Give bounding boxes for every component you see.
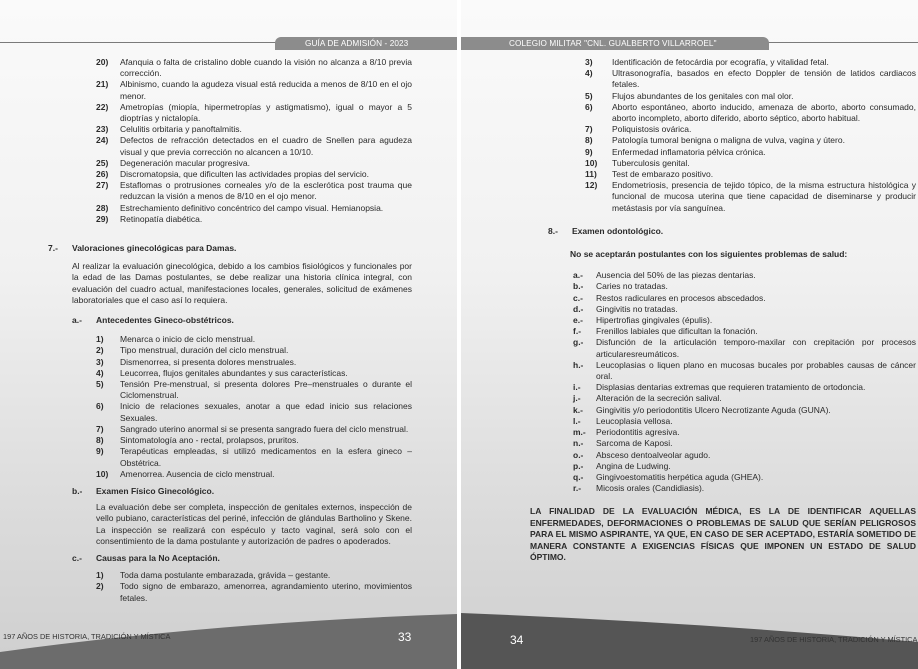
subsection-letter: b.- [72, 485, 83, 496]
item-text: Patología tumoral benigna o maligna de vulva, vagina y útero. [612, 135, 845, 146]
item-text: Inicio de relaciones sexuales, anotar a que edad inicio sus relaciones Sexuales. [120, 401, 412, 423]
list-item [573, 270, 916, 281]
item-number: 8) [96, 435, 104, 446]
dental-conditions-list [573, 270, 916, 494]
item-number: 4) [585, 68, 593, 79]
item-text: Displasias dentarias extremas que requieren tratamiento de ortodoncia. [596, 382, 866, 393]
item-text: Dismenorrea, si presenta dolores menstruales. [120, 356, 297, 367]
item-number: f.- [573, 326, 582, 337]
item-number: 28) [96, 202, 109, 213]
item-number: 10) [96, 468, 109, 479]
item-text: Angina de Ludwing. [596, 460, 671, 471]
item-number: 5) [96, 379, 104, 390]
list-item [573, 461, 916, 472]
subsection-a-heading [72, 315, 412, 326]
item-text: Sintomatología ano - rectal, prolapsos, pruritos. [120, 435, 299, 446]
item-text: Disfunción de la articulación temporo-maxilar con crepitación por procesos articularesreumáticos. [596, 337, 916, 359]
item-number: e.- [573, 315, 583, 326]
list-item [573, 416, 916, 427]
non-acceptance-list-continued [585, 57, 916, 214]
item-text: Poliquistosis ovárica. [612, 124, 692, 135]
item-number: 1) [96, 334, 104, 345]
section-8 [548, 226, 916, 237]
list-item [96, 401, 412, 423]
item-number: 3) [585, 57, 593, 67]
section-number: 8.- [548, 225, 558, 236]
item-number: l.- [573, 415, 581, 426]
item-number: k.- [573, 404, 583, 415]
item-text: Periodontitis agresiva. [596, 427, 680, 438]
list-item [96, 135, 412, 157]
page-number: 34 [510, 633, 524, 647]
item-text: Terapéuticas empleadas, si utilizó medicamentos en la esfera gineco – Obstétrica. [120, 446, 412, 468]
section-7 [48, 243, 412, 254]
item-text: Defectos de refracción detectados en el cuadro de Snellen para agudeza visual y que previa corrección no alcancen a 10/10. [120, 135, 412, 157]
section-number: 7.- [48, 243, 58, 254]
item-text: Restos radiculares en procesos abscedados. [596, 292, 766, 303]
item-number: 7) [96, 423, 104, 434]
list-item [96, 469, 412, 480]
item-text: Todo signo de embarazo, amenorrea, agrandamiento uterino, movimientos fetales. [120, 581, 412, 603]
list-item [96, 446, 412, 468]
item-text: Ausencia del 50% de las piezas dentarias. [596, 270, 756, 281]
item-number: 22) [96, 101, 109, 112]
list-item [585, 102, 916, 124]
item-number: h.- [573, 359, 584, 370]
item-number: p.- [573, 460, 584, 471]
subsection-title: Causas para la No Aceptación. [96, 552, 220, 563]
item-number: 24) [96, 135, 109, 146]
section-7-intro: Al realizar la evaluación ginecológica, debido a los cambios fisiológicos y funcionales por la edad de las Damas postulantes, se debe realizar una historia clínica integral, con evaluación del cuadro actual, manifestaciones locales, generales, solicitud de exámenes laboratoriales que el caso así lo requiera. [72, 261, 412, 305]
list-item [573, 483, 916, 494]
list-item [96, 180, 412, 202]
item-text: Albinismo, cuando la agudeza visual está reducida a menos de 8/10 en el ojo menor. [120, 79, 412, 101]
item-text: Amenorrea. Ausencia de ciclo menstrual. [120, 468, 275, 479]
list-item [96, 102, 412, 124]
item-text: Ultrasonografía, basados en efecto Doppler de tensión de latidos cardiacos fetales. [612, 68, 916, 90]
item-text: Caries no tratadas. [596, 281, 668, 292]
header-rule [761, 42, 918, 43]
running-header: GUÍA DE ADMISIÓN - 2023 [275, 37, 457, 50]
list-item [573, 360, 916, 382]
item-number: m.- [573, 427, 586, 438]
item-text: Degeneración macular progresiva. [120, 157, 250, 168]
subsection-title: Antecedentes Gineco-obstétricos. [96, 315, 234, 326]
list-item [96, 57, 412, 79]
item-text: Retinopatía diabética. [120, 213, 203, 224]
list-item [585, 68, 916, 90]
item-text: Afanquia o falta de cristalino doble cuando la visión no alcanza a 8/10 previa corrección. [120, 57, 412, 79]
list-item [585, 169, 916, 180]
item-text: Aborto espontáneo, aborto inducido, amenaza de aborto, aborto consumado, aborto incompleto, aborto diferido, aborto séptico, aborto habitual. [612, 101, 916, 124]
item-number: 12) [585, 180, 598, 191]
vision-list [96, 57, 412, 225]
page-33-content [48, 57, 412, 604]
list-item [96, 79, 412, 101]
list-item [585, 91, 916, 102]
item-text: Celulitis orbitaria y panoftalmitis. [120, 124, 242, 135]
page-33 [0, 0, 457, 669]
page-34-content [530, 57, 916, 563]
item-number: 23) [96, 124, 109, 135]
page-34 [461, 0, 918, 669]
list-item [573, 315, 916, 326]
item-text: Ametropías (miopía, hipermetropías y astigmatismo), igual o mayor a 5 dioptrías y nictalopía. [120, 101, 412, 124]
list-item [573, 450, 916, 461]
item-text: Leucoplasia vellosa. [596, 415, 673, 426]
list-item [96, 570, 412, 581]
item-number: 7) [585, 124, 593, 135]
item-number: 6) [96, 401, 104, 412]
item-text: Gingivoestomatitis herpética aguda (GHEA). [596, 471, 764, 482]
list-item [573, 405, 916, 416]
item-text: Absceso dentoalveolar agudo. [596, 449, 711, 460]
item-number: 10) [585, 157, 598, 168]
subsection-letter: a.- [72, 315, 82, 326]
item-number: n.- [573, 438, 584, 449]
list-item [96, 124, 412, 135]
item-text: Hipertrofias gingivales (épulis). [596, 315, 713, 326]
item-number: 27) [96, 180, 109, 191]
item-number: 9) [585, 146, 593, 157]
item-number: a.- [573, 270, 583, 281]
item-text: Frenillos labiales que dificultan la fonación. [596, 326, 758, 337]
list-item [585, 135, 916, 146]
item-number: 20) [96, 57, 109, 67]
list-item [585, 57, 916, 68]
item-number: 25) [96, 157, 109, 168]
list-item [573, 337, 916, 359]
item-number: j.- [573, 393, 581, 404]
list-item [585, 147, 916, 158]
list-item [573, 393, 916, 404]
list-item [96, 334, 412, 345]
list-item [573, 472, 916, 483]
item-number: 1) [96, 570, 104, 581]
item-text: Tensión Pre-menstrual, si presenta dolores Pre–menstruales o durante el Ciclomenstrual. [120, 379, 412, 401]
conclusion-paragraph: LA FINALIDAD DE LA EVALUACIÓN MÉDICA, ES LA DE IDENTIFICAR AQUELLAS ENFERMEDADES, DEFORMACIONES O PROBLEMAS DE SALUD QUE SERÍAN PELIGROSOS PARA EL MISMO ASPIRANTE, YA QUE, EN CASO DE SER ACEPTADO, ESTARÍA SOMETIDO DE MANERA CONSTANTE A EXIGENCIAS FÍSICAS QUE IMPONEN UN ESTADO DE SALUD ÓPTIMO. [530, 506, 916, 562]
item-text: Sarcoma de Kaposi. [596, 438, 673, 449]
item-number: g.- [573, 337, 584, 348]
subsection-letter: c.- [72, 552, 82, 563]
list-item [573, 382, 916, 393]
item-text: Micosis orales (Candidiasis). [596, 483, 705, 494]
item-number: 9) [96, 446, 104, 457]
item-text: Leucorrea, flujos genitales abundantes y sus características. [120, 367, 348, 378]
list-item [573, 293, 916, 304]
section-8-lead: No se aceptarán postulantes con los siguientes problemas de salud: [570, 249, 848, 260]
item-text: Estaflomas o protrusiones corneales y/o de la esclerótica post trauma que reduzcan la visión a menos de 8/10 en el ojo menor. [120, 180, 412, 202]
section-title: Examen odontológico. [572, 225, 664, 236]
list-item [96, 424, 412, 435]
list-item [96, 169, 412, 180]
item-text: Sangrado uterino anormal si se presenta sangrado fuera del ciclo menstrual. [120, 423, 409, 434]
list-item [96, 214, 412, 225]
list-item [573, 438, 916, 449]
footer-motto: 197 AÑOS DE HISTORIA, TRADICIÓN Y MÍSTICA [750, 635, 918, 644]
item-text: Leucoplasias o liquen plano en mucosas bucales por probables causas de cáncer oral. [596, 359, 916, 382]
item-number: 21) [96, 79, 109, 90]
subsection-title: Examen Físico Ginecológico. [96, 485, 215, 496]
list-item [585, 180, 916, 214]
item-text: Alteración de la secreción salival. [596, 393, 722, 404]
page-number: 33 [398, 630, 412, 644]
gyneco-antecedents-list [96, 334, 412, 480]
item-text: Estrechamiento definitivo concéntrico del campo visual. Hemianopsia. [120, 202, 384, 213]
section-title: Valoraciones ginecológicas para Damas. [72, 243, 237, 254]
item-text: Tipo menstrual, duración del ciclo menstrual. [120, 345, 289, 356]
non-acceptance-list [96, 570, 412, 604]
item-text: Gingivitis no tratadas. [596, 303, 678, 314]
list-item [96, 345, 412, 356]
item-number: 3) [96, 356, 104, 367]
item-text: Endometriosis, presencia de tejido tópico, de la misma estructura histológica y funcional de mucosa uterina que tiene capacidad de diseminarse y producir metástasis por vía sanguínea. [612, 180, 916, 213]
list-item [96, 203, 412, 214]
item-number: 4) [96, 367, 104, 378]
list-item [96, 158, 412, 169]
item-number: 29) [96, 213, 109, 224]
item-number: 26) [96, 169, 109, 180]
item-number: 5) [585, 90, 593, 101]
item-number: 8) [585, 135, 593, 146]
list-item [573, 304, 916, 315]
list-item [585, 124, 916, 135]
list-item [96, 581, 412, 603]
item-text: Toda dama postulante embarazada, grávida – gestante. [120, 570, 331, 581]
item-number: d.- [573, 303, 584, 314]
item-number: o.- [573, 449, 584, 460]
subsection-c-heading [72, 553, 412, 564]
list-item [585, 158, 916, 169]
item-number: 6) [585, 101, 593, 112]
list-item [573, 281, 916, 292]
item-text: Gingivitis y/o periodontitis Ulcero Necrotizante Aguda (GUNA). [596, 404, 831, 415]
item-text: Flujos abundantes de los genitales con mal olor. [612, 90, 794, 101]
item-text: Menarca o inicio de ciclo menstrual. [120, 334, 256, 345]
item-number: i.- [573, 382, 581, 393]
item-text: Enfermedad inflamatoria pélvica crónica. [612, 146, 766, 157]
item-number: c.- [573, 292, 583, 303]
item-number: r.- [573, 483, 582, 494]
list-item [96, 357, 412, 368]
list-item [96, 379, 412, 401]
header-rule [0, 42, 280, 43]
list-item [96, 368, 412, 379]
item-number: q.- [573, 471, 584, 482]
item-text: Test de embarazo positivo. [612, 169, 714, 180]
running-header: COLEGIO MILITAR "CNL. GUALBERTO VILLARROEL" [461, 37, 769, 50]
subsection-b-heading [72, 486, 412, 497]
list-item [573, 326, 916, 337]
footer-motto: 197 AÑOS DE HISTORIA, TRADICIÓN Y MÍSTICA [3, 632, 171, 641]
item-number: 2) [96, 581, 104, 592]
item-number: 2) [96, 345, 104, 356]
subsection-b-text: La evaluación debe ser completa, inspección de genitales externos, inspección de vello pubiano, características del periné, infección de glándulas Bartholino y Skene. La inspección se realizará con espéculo y tacto vaginal, será solo con el consentimiento de la dama postulante y autorización de padres o apoderados. [96, 502, 412, 546]
list-item [573, 427, 916, 438]
item-text: Tuberculosis genital. [612, 157, 690, 168]
item-text: Identificación de fetocárdia por ecografía, y vitalidad fetal. [612, 57, 829, 67]
item-text: Discromatopsia, que dificulten las actividades propias del servicio. [120, 169, 369, 180]
list-item [96, 435, 412, 446]
item-number: 11) [585, 169, 597, 180]
item-number: b.- [573, 281, 584, 292]
